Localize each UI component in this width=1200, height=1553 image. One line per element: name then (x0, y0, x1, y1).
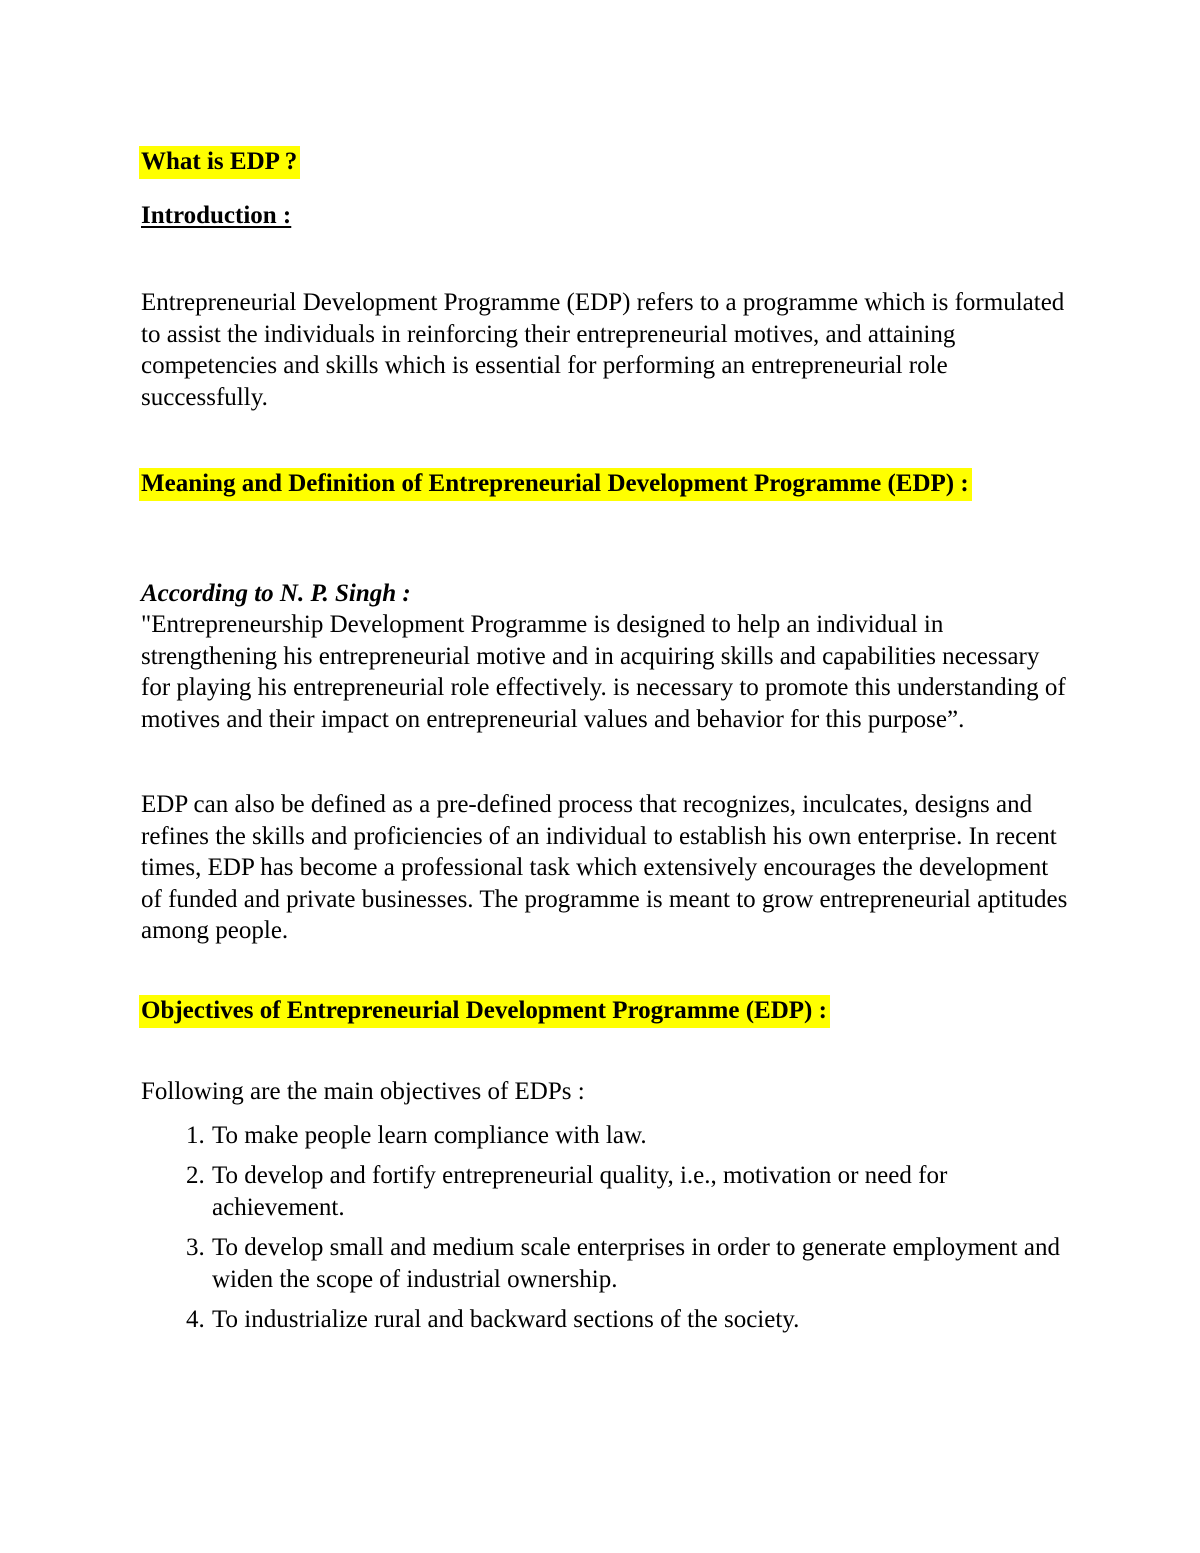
objectives-list (141, 1120, 1071, 1336)
definition-paragraph: EDP can also be defined as a pre-defined process that recognizes, inculcates, designs and refines the skills and proficiencies of an individual to establish his own enterprise. In recent times, EDP has become a professional task which extensively encourages the development of funded and private businesses. The programme is meant to grow entrepreneurial aptitudes among people. (141, 791, 1068, 944)
intro-heading: Introduction : (141, 201, 292, 229)
list-item: 4. To industrialize rural and backward sections of the society. (211, 1304, 1071, 1336)
quote-paragraph: "Entrepreneurship Development Programme is designed to help an individual in strengthening his entrepreneurial motive and in acquiring skills and capabilities necessary for playing his entrepreneurial role effectively. is necessary to promote this understanding of motives and their impact on entrepreneurial values and behavior for this purpose”. (141, 611, 1066, 733)
intro-paragraph: Entrepreneurial Development Programme (EDP) refers to a programme which is formulated to assist the individuals in reinforcing their entrepreneurial motives, and attaining competencies and skills which is essential for performing an entrepreneurial role successfully. (141, 289, 1065, 411)
document-content (141, 140, 1071, 1345)
objectives-intro: Following are the main objectives of EDPs : (141, 1078, 585, 1105)
meaning-heading: Meaning and Definition of Entrepreneurial Development Programme (EDP) : (139, 468, 972, 501)
objectives-heading: Objectives of Entrepreneurial Development Programme (EDP) : (139, 995, 830, 1028)
list-item: 2. To develop and fortify entrepreneurial quality, i.e., motivation or need for achievement. (211, 1160, 1071, 1223)
list-item: 1. To make people learn compliance with law. (211, 1120, 1071, 1152)
list-item: 3. To develop small and medium scale enterprises in order to generate employment and widen the scope of industrial ownership. (211, 1232, 1071, 1295)
page-title: What is EDP ? (139, 146, 300, 179)
according-heading: According to N. P. Singh : (141, 579, 411, 607)
